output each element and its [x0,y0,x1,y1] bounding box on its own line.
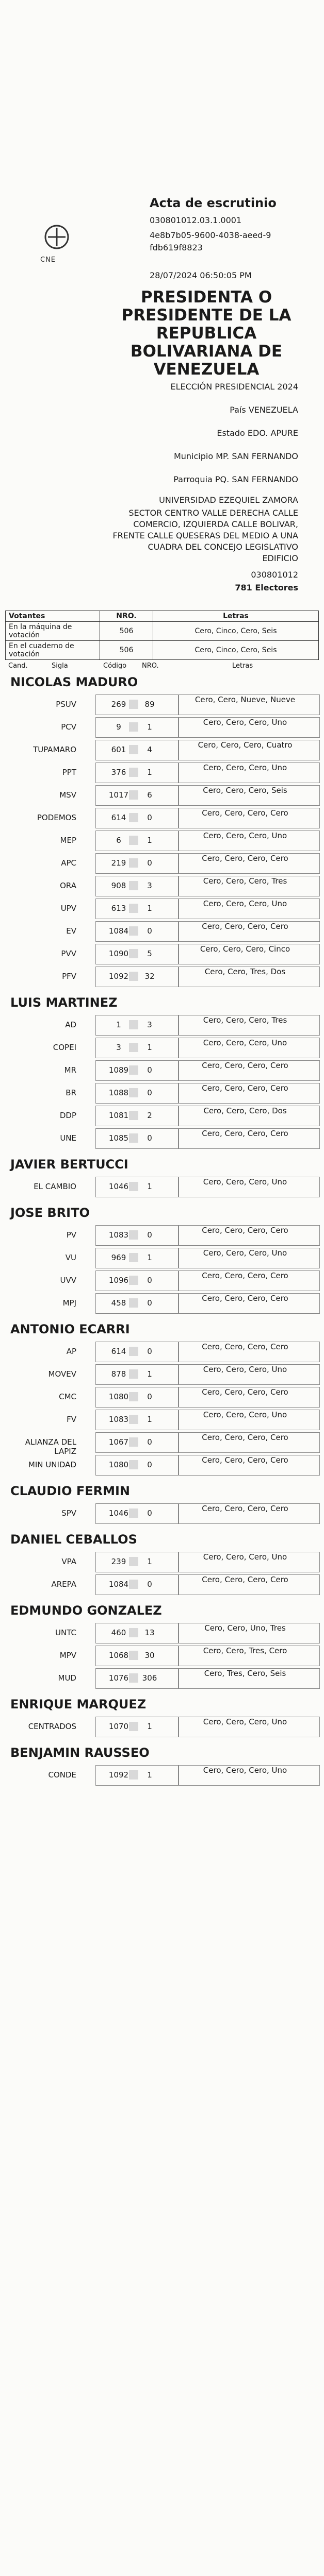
party-votes: 1 [147,904,152,913]
party-sigla: UNTC [55,1628,76,1637]
party-code: 878 [111,1369,126,1379]
party-letters: Cero, Cero, Cero, Cuatro [198,740,293,750]
candidate-name: LUIS MARTINEZ [10,995,118,1010]
party-letters: Cero, Cero, Tres, Cero [203,1646,287,1655]
party-votes: 0 [147,1133,152,1143]
party-row [5,762,319,782]
party-votes: 3 [147,1020,152,1029]
party-votes: 30 [144,1651,155,1660]
party-letters: Cero, Cero, Cero, Cero [202,854,288,863]
party-row [5,1083,319,1103]
cne-logo-icon [39,222,75,258]
party-row [5,876,319,895]
party-votes: 0 [147,1437,152,1447]
party-sigla: MOVEV [48,1369,76,1379]
party-letters: Cero, Cero, Cero, Uno [203,718,287,727]
party-votes: 13 [144,1628,155,1637]
col-nro: NRO. [100,611,153,622]
party-sigla: UVV [60,1276,76,1285]
party-sigla: PVV [61,949,76,958]
party-sigla: MPV [59,1651,76,1660]
party-row [5,1106,319,1125]
party-letters: Cero, Cero, Cero, Cero [202,1083,288,1093]
party-code: 1067 [108,1437,129,1447]
party-code: 1080 [108,1460,129,1469]
party-row [5,831,319,850]
state: Estado EDO. APURE [217,428,298,438]
center-code: 030801012 [251,570,298,580]
party-votes: 1 [147,1253,152,1262]
party-letters: Cero, Cero, Cero, Cero [202,1061,288,1070]
country: País VENEZUELA [230,405,298,415]
center-address: SECTOR CENTRO VALLE DERECHA CALLE COMERCIO, IZQUIERDA CALLE BOLIVAR, FRENTE CALLE QUESERAS DEL MEDIO A UNA CUADRA DEL CONCEJO LEGISLATIVO EDIFICIO [112,508,298,563]
candidate-name: BENJAMIN RAUSSEO [10,1745,150,1760]
party-row [5,1668,319,1688]
party-row [5,899,319,918]
party-sigla: EL CAMBIO [34,1182,76,1191]
party-letters: Cero, Cero, Cero, Cero [202,1575,288,1584]
party-row [5,694,319,714]
party-sigla: PSUV [56,700,76,709]
party-letters: Cero, Cero, Cero, Tres [203,1015,287,1025]
party-code: 1092 [108,972,129,981]
party-row [5,853,319,873]
party-votes: 1 [147,768,152,777]
party-code: 3 [116,1043,121,1052]
party-votes: 1 [147,1770,152,1780]
party-letters: Cero, Cero, Cero, Seis [203,786,287,795]
party-votes: 4 [147,745,152,754]
party-sigla: AD [65,1020,76,1029]
party-row [5,921,319,941]
col-votantes: Votantes [6,611,100,622]
party-sigla: PPT [62,768,76,777]
party-code: 614 [111,1347,126,1356]
party-votes: 0 [147,1509,152,1518]
party-votes: 0 [147,1298,152,1308]
candidate-name: ANTONIO ECARRI [10,1322,130,1336]
parish: Parroquia PQ. SAN FERNANDO [173,474,298,484]
party-letters: Cero, Cero, Cero, Uno [203,763,287,772]
voters-nro: 506 [100,622,153,641]
party-sigla: MR [64,1065,76,1075]
party-sigla: AREPA [51,1580,76,1589]
party-row [5,1765,319,1785]
party-row [5,1270,319,1290]
party-row [5,1455,319,1475]
party-sigla: APC [61,858,76,868]
party-code: 269 [111,700,126,709]
party-letters: Cero, Cero, Cero, Cero [202,1455,288,1465]
voters-nro: 506 [100,641,153,660]
party-code: 969 [111,1253,126,1262]
party-sigla: VPA [61,1557,76,1566]
party-row [5,1342,319,1361]
party-row [5,1717,319,1736]
party-row [5,967,319,986]
electors-count: 781 Electores [235,583,298,592]
party-sigla: UPV [60,904,76,913]
party-sigla: MIN UNIDAD [28,1460,76,1469]
party-sigla: VU [65,1253,76,1262]
party-row [5,1646,319,1665]
party-row [5,1623,319,1642]
party-row [5,1225,319,1245]
party-votes: 1 [147,1722,152,1731]
party-votes: 32 [144,972,155,981]
party-row [5,740,319,759]
party-votes: 1 [147,1182,152,1191]
party-votes: 0 [147,858,152,868]
subheader-codigo: Código [103,662,127,670]
party-letters: Cero, Cero, Cero, Cero [202,1226,288,1235]
candidate-name: DANIEL CEBALLOS [10,1532,137,1547]
party-sigla: CONDE [48,1770,76,1780]
party-letters: Cero, Cero, Cero, Uno [203,1248,287,1258]
voters-letras: Cero, Cinco, Cero, Seis [153,641,319,660]
party-code: 1081 [108,1111,129,1120]
party-row [5,1015,319,1035]
election-title: PRESIDENTA O PRESIDENTE DE LA REPUBLICA BOLIVARIANA DE VENEZUELA [121,288,291,379]
candidate-name: EDMUNDO GONZALEZ [10,1603,162,1618]
party-code: 1046 [108,1182,129,1191]
party-letters: Cero, Cero, Cero, Uno [203,899,287,908]
col-letras: Letras [153,611,319,622]
party-votes: 0 [147,1065,152,1075]
party-row [5,1432,319,1456]
party-code: 1070 [108,1722,129,1731]
party-letters: Cero, Cero, Cero, Dos [203,1106,287,1115]
party-row [5,785,319,805]
party-votes: 0 [147,926,152,936]
party-sigla: TUPAMARO [33,745,76,754]
party-votes: 2 [147,1111,152,1120]
party-letters: Cero, Cero, Cero, Uno [203,1766,287,1775]
party-votes: 0 [147,1088,152,1097]
party-code: 908 [111,881,126,890]
party-votes: 1 [147,1415,152,1424]
party-letters: Cero, Cero, Uno, Tres [204,1623,286,1633]
party-votes: 306 [142,1673,157,1683]
party-votes: 0 [147,813,152,822]
municipality: Municipio MP. SAN FERNANDO [173,451,298,461]
party-code: 6 [116,836,121,845]
center-name: UNIVERSIDAD EZEQUIEL ZAMORA [159,495,298,505]
party-votes: 1 [147,1369,152,1379]
party-sigla: DDP [59,1111,76,1120]
party-votes: 0 [147,1347,152,1356]
acta-title: Acta de escrutinio [150,196,277,210]
party-sigla: PFV [62,972,76,981]
party-code: 1090 [108,949,129,958]
party-letters: Cero, Cero, Cero, Tres [203,876,287,886]
party-code: 613 [111,904,126,913]
party-sigla: ORA [60,881,76,890]
party-sigla: AP [66,1347,76,1356]
party-sigla: MSV [59,790,76,800]
party-votes: 1 [147,722,152,732]
party-letters: Cero, Cero, Cero, Uno [203,1717,287,1726]
party-code: 1083 [108,1415,129,1424]
party-sigla: COPEI [53,1043,76,1052]
party-code: 601 [111,745,126,754]
party-letters: Cero, Cero, Cero, Uno [203,1410,287,1419]
party-row [5,1128,319,1148]
party-sigla: MPJ [62,1298,76,1308]
candidate-name: ENRIQUE MARQUEZ [10,1697,147,1711]
party-letters: Cero, Cero, Cero, Cero [202,808,288,818]
party-code: 1068 [108,1651,129,1660]
party-sigla: BR [66,1088,76,1097]
acta-code: 030801012.03.1.0001 [150,215,242,225]
party-letters: Cero, Cero, Tres, Dos [204,967,286,976]
party-letters: Cero, Cero, Cero, Cero [202,1387,288,1397]
election-subtitle: ELECCIÓN PRESIDENCIAL 2024 [170,382,298,392]
party-letters: Cero, Cero, Cero, Cero [202,1504,288,1513]
subheader-nro: NRO. [142,662,159,670]
party-letters: Cero, Cero, Cero, Cinco [200,944,290,954]
party-sigla: PCV [61,722,76,732]
party-row [5,944,319,963]
party-row [5,1038,319,1057]
party-votes: 5 [147,949,152,958]
party-sigla: UNE [60,1133,76,1143]
party-code: 1083 [108,1230,129,1240]
party-sigla: MEP [60,836,76,845]
party-code: 614 [111,813,126,822]
party-letters: Cero, Tres, Cero, Seis [204,1669,286,1678]
party-sigla: FV [67,1415,76,1424]
party-letters: Cero, Cero, Nueve, Nueve [195,695,296,704]
voters-label: En el cuaderno de votación [6,641,100,660]
party-code: 1085 [108,1133,129,1143]
party-votes: 1 [147,1043,152,1052]
party-code: 1089 [108,1065,129,1075]
party-letters: Cero, Cero, Cero, Cero [202,922,288,931]
party-row [5,1387,319,1406]
party-sigla: EV [66,926,76,936]
party-sigla: SPV [61,1509,76,1518]
party-letters: Cero, Cero, Cero, Uno [203,1177,287,1187]
acta-date: 28/07/2024 06:50:05 PM [150,270,252,280]
party-row [5,808,319,827]
party-row [5,1364,319,1384]
party-code: 239 [111,1557,126,1566]
subheader-cand: Cand. [8,662,28,670]
party-code: 1092 [108,1770,129,1780]
party-sigla: CENTRADOS [28,1722,76,1731]
party-code: 1046 [108,1509,129,1518]
voters-table [5,611,319,660]
party-votes: 0 [147,1580,152,1589]
party-row [5,1552,319,1571]
party-code: 1096 [108,1276,129,1285]
party-letters: Cero, Cero, Cero, Cero [202,1294,288,1303]
party-code: 1088 [108,1088,129,1097]
voters-label: En la máquina de votación [6,622,100,641]
logo-text: CNE [40,256,56,264]
party-code: 9 [116,722,121,732]
party-letters: Cero, Cero, Cero, Uno [203,1038,287,1047]
party-votes: 0 [147,1276,152,1285]
party-letters: Cero, Cero, Cero, Cero [202,1129,288,1138]
party-code: 376 [111,768,126,777]
party-votes: 6 [147,790,152,800]
party-row [5,1248,319,1267]
party-letters: Cero, Cero, Cero, Cero [202,1271,288,1280]
party-row [5,1574,319,1594]
party-code: 219 [111,858,126,868]
party-code: 1080 [108,1392,129,1401]
party-votes: 0 [147,1460,152,1469]
party-row [5,1410,319,1429]
party-votes: 3 [147,881,152,890]
party-code: 1 [116,1020,121,1029]
candidate-name: NICOLAS MADURO [10,675,138,689]
party-code: 458 [111,1298,126,1308]
voters-letras: Cero, Cinco, Cero, Seis [153,622,319,641]
party-row [5,717,319,737]
subheader-sigla: Sigla [52,662,68,670]
party-row [5,1293,319,1313]
subheader-letras: Letras [232,662,253,670]
party-letters: Cero, Cero, Cero, Cero [202,1433,288,1442]
party-code: 460 [111,1628,126,1637]
party-votes: 1 [147,836,152,845]
party-letters: Cero, Cero, Cero, Cero [202,1342,288,1351]
party-code: 1084 [108,926,129,936]
party-sigla: PV [66,1230,76,1240]
party-row [5,1503,319,1523]
party-code: 1076 [108,1673,129,1683]
party-votes: 1 [147,1557,152,1566]
party-row [5,1060,319,1080]
party-letters: Cero, Cero, Cero, Uno [203,1552,287,1562]
party-sigla: MUD [58,1673,76,1683]
acta-hash: 4e8b7b05-9600-4038-aeed-9fdb619f8823 [150,230,271,252]
party-sigla: ALIANZA DEL LAPIZ [25,1437,76,1456]
party-letters: Cero, Cero, Cero, Uno [203,831,287,840]
party-row [5,1177,319,1196]
party-sigla: CMC [59,1392,76,1401]
party-votes: 0 [147,1392,152,1401]
party-votes: 0 [147,1230,152,1240]
party-code: 1084 [108,1580,129,1589]
candidate-name: JOSE BRITO [10,1206,90,1220]
candidate-name: CLAUDIO FERMIN [10,1484,131,1498]
candidate-name: JAVIER BERTUCCI [10,1157,128,1172]
party-code: 1017 [108,790,129,800]
party-sigla: PODEMOS [37,813,76,822]
party-votes: 89 [144,700,155,709]
party-letters: Cero, Cero, Cero, Uno [203,1365,287,1374]
